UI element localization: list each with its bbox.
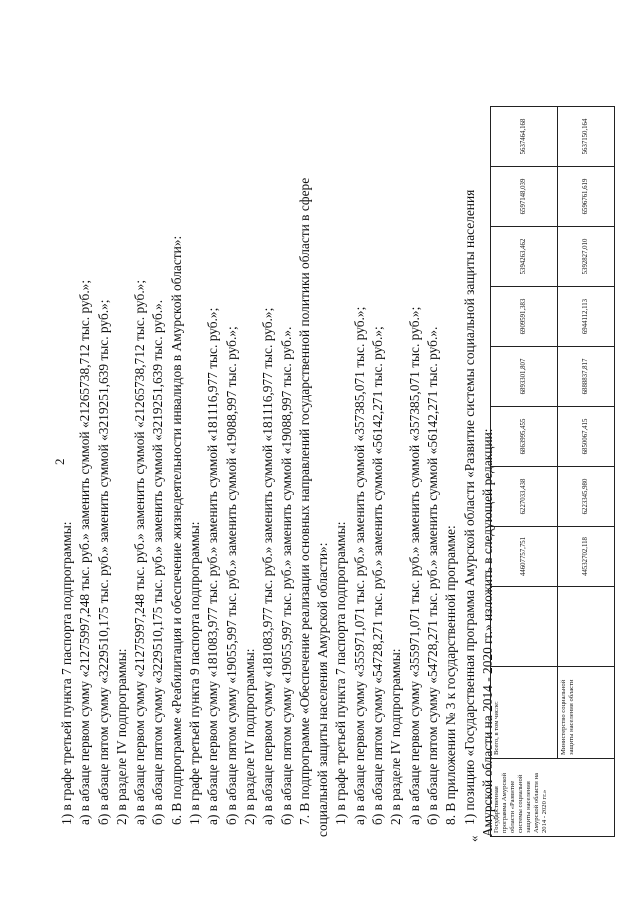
text-line: а) в абзаце первом сумму «181083,977 тыс. руб.» заменить суммой «181116,977 тыс. руб.»; (205, 307, 221, 825)
text-line: б) в абзаце пятом сумму «3229510,175 тыс. руб.» заменить суммой «3219251,639 тыс. руб.»; (95, 299, 111, 825)
text-line: а) в абзаце первом сумму «21275997,248 тыс. руб.» заменить суммой «21265738,712 тыс. руб.»; (77, 279, 93, 825)
text-line: 6. В подпрограмме «Реабилитация и обеспечение жизнедеятельности инвалидов в Амурской области»: (168, 235, 184, 825)
opening-quote-mark: « (466, 835, 481, 842)
text-line: а) в абзаце первом сумму «21275997,248 тыс. руб.» заменить суммой «21265738,712 тыс. руб.»; (132, 279, 148, 825)
text-line: 1) в графе третьей пункта 7 паспорта подпрограммы: (59, 521, 74, 825)
text-line: 1) в графе третьей пункта 7 паспорта подпрограммы: (333, 521, 349, 825)
text-line: б) в абзаце пятом сумму «54728,271 тыс. руб.» заменить суммой «56142,271 тыс. руб.»; (370, 326, 386, 825)
text-line: 1) в графе третьей пункта 9 паспорта подпрограммы: (187, 521, 203, 825)
text-line: а) в абзаце первом сумму «355971,071 тыс. руб.» заменить суммой «357385,071 тыс. руб.»; (406, 306, 422, 825)
text-line: а) в абзаце первом сумму «181083,977 тыс. руб.» заменить суммой «181116,977 тыс. руб.»; (260, 307, 276, 825)
value-cell: 6596761,619 (558, 167, 615, 227)
text-line: 8. В приложении № 3 к государственной программе: (443, 525, 459, 825)
value-cell: 5392827,010 (558, 227, 615, 287)
text-line: 7. В подпрограмме «Обеспечение реализации основных направлений государственной политики области в сфере (296, 177, 312, 825)
text-line: 1) позицию «Государственная программа Амурской области «Развитие системы социальной защиты населения (461, 189, 477, 825)
value-cell: 6227033,438 (491, 467, 558, 527)
value-cell (491, 587, 558, 667)
value-cell: 5394263,462 (491, 227, 558, 287)
text-line: б) в абзаце пятом сумму «19055,997 тыс. руб.» заменить суммой «19088,997 тыс. руб.»; (223, 326, 239, 825)
text-line: социальной защиты населения Амурской области»: (315, 542, 331, 837)
value-cell: 44607757,751 (491, 527, 558, 587)
value-cell: 6223345,980 (558, 467, 615, 527)
text-line: 2) в разделе IV подпрограммы: (113, 648, 129, 825)
value-cell: 6888837,817 (558, 347, 615, 407)
text-line: 2) в разделе IV подпрограммы: (388, 648, 404, 825)
text-line: б) в абзаце пятом сумму «19055,997 тыс. руб.» заменить суммой «19088,997 тыс. руб.». (278, 326, 294, 825)
text-line: а) в абзаце первом сумму «355971,071 тыс. руб.» заменить суммой «357385,071 тыс. руб.»; (351, 306, 367, 825)
value-cell (558, 587, 615, 667)
page-number: 2 (52, 458, 67, 465)
value-cell: 6597148,039 (491, 167, 558, 227)
text-line: Амурской области на 2014 - 2020 гг.» изложить в следующей редакции: (479, 428, 495, 837)
value-cell: 5637150,164 (558, 107, 615, 167)
row-label-cell: Всего, в том числе: (491, 667, 558, 759)
amendment-text (58, 32, 497, 837)
text-line: б) в абзаце пятом сумму «54728,271 тыс. руб.» заменить суммой «56142,271 тыс. руб.». (424, 326, 440, 825)
value-cell: 6944112,113 (558, 287, 615, 347)
program-funding-table (490, 106, 615, 837)
text-line: б) в абзаце пятом сумму «3229510,175 тыс. руб.» заменить суммой «3219251,639 тыс. руб.». (150, 299, 166, 825)
value-cell: 6863995,455 (491, 407, 558, 467)
row-label-cell: Министерство социальной защиты населения области (558, 667, 615, 759)
value-cell: 44532702,118 (558, 527, 615, 587)
value-cell: 6850067,415 (558, 407, 615, 467)
value-cell: 6909591,383 (491, 287, 558, 347)
program-name-cell: Государственная программа Амурской области «Развитие системы социальной защиты населения Амурской области на 2014 - 2020 гг.» (491, 759, 615, 837)
table-row (558, 107, 615, 837)
value-cell: 6893301,807 (491, 347, 558, 407)
value-cell: 5637464,168 (491, 107, 558, 167)
text-line: 2) в разделе IV подпрограммы: (241, 648, 257, 825)
table-row (491, 107, 558, 837)
